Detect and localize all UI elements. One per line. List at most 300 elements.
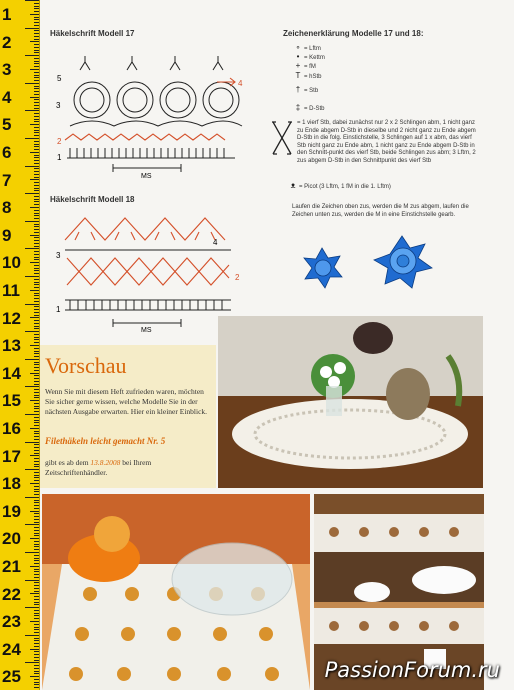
double-crochet-icon: † [295,85,301,94]
ruler-tick [34,80,39,81]
ruler-tick [34,279,39,280]
ruler-tick [34,610,39,611]
ruler-tick [34,61,39,62]
ruler-tick [34,293,39,294]
ruler-tick [34,384,39,385]
ruler-tick [34,91,39,92]
ruler-tick [25,276,39,277]
ruler-tick [34,282,39,283]
ruler-tick [34,665,39,666]
ruler-tick [34,395,39,396]
ruler-tick [34,251,39,252]
diagram-18-repeat-label: MS [141,327,152,334]
ruler-tick [34,298,39,299]
ruler-tick [34,17,39,18]
ruler-tick [34,654,39,655]
ruler-tick [25,414,39,415]
ruler-tick [34,522,39,523]
ruler-tick [30,676,39,677]
ruler-tick [34,77,39,78]
ruler-tick [34,679,39,680]
ruler-tick [34,232,39,233]
ruler-tick [34,353,39,354]
ruler-tick [34,108,39,109]
ruler-tick [34,370,39,371]
ruler-tick [34,571,39,572]
ruler-tick [34,356,39,357]
ruler-number: 7 [2,170,12,190]
ruler-tick [34,246,39,247]
ruler-tick [34,425,39,426]
single-crochet-icon: + [295,61,301,70]
ruler-tick [25,304,39,305]
ruler-tick [34,624,39,625]
ruler-tick [34,687,39,688]
ruler-tick [34,284,39,285]
legend-title: Zeichenerklärung Modelle 17 und 18: [283,29,424,38]
ruler-tick [34,431,39,432]
ruler-tick [34,144,39,145]
ruler-tick [34,210,39,211]
ruler-tick [30,428,39,429]
ruler-tick [30,511,39,512]
crochet-diagram-18 [55,210,245,335]
ruler-number: 21 [2,557,21,576]
ruler-tick [34,555,39,556]
ruler-tick [34,596,39,597]
ruler-tick [34,25,39,26]
ruler-tick [34,546,39,547]
ruler-tick [34,174,39,175]
diagram-18-row-label: 1 [56,305,61,314]
legend-item: • = Kettm [292,52,325,61]
diagram-18-row-label: 3 [56,251,61,260]
ruler-tick [34,362,39,363]
ruler-tick [34,88,39,89]
ruler-tick [34,141,39,142]
ruler-tick [34,569,39,570]
ruler-number: 3 [2,60,12,80]
ruler-tick [34,130,39,131]
ruler-tick [34,287,39,288]
ruler-tick [34,63,39,64]
ruler-tick [34,519,39,520]
ruler-tick [34,168,39,169]
legend-item: ᴥ = Picot (3 Lftm, 1 fM in die 1. Lftm) [287,181,391,190]
ruler-tick [34,22,39,23]
ruler-tick [34,417,39,418]
ruler-tick [34,323,39,324]
ruler-number: 19 [2,501,21,521]
ruler-tick [34,684,39,685]
ruler-tick [34,149,39,150]
photo-table-runner [218,316,483,488]
ruler-tick [34,541,39,542]
ruler-tick [34,599,39,600]
ruler-tick [25,55,39,56]
ruler-tick [34,574,39,575]
ruler-tick [34,226,39,227]
ruler-tick [34,295,39,296]
ruler-tick [25,442,39,443]
ruler-tick [34,39,39,40]
ruler-tick [34,229,39,230]
ruler-tick [34,301,39,302]
ruler-tick [34,436,39,437]
ruler-tick [34,11,39,12]
legend-item: ∘ = Lftm [292,43,321,52]
ruler-tick [34,8,39,9]
ruler-number: 13 [2,336,21,356]
ruler-tick [34,535,39,536]
ruler-tick [25,662,39,663]
ruler-tick [30,400,39,401]
ruler-tick [30,124,39,125]
diagram-17-base-row [67,148,235,172]
diagram-18-title: Häkelschrift Modell 18 [50,195,135,204]
ruler-tick [34,163,39,164]
ruler-tick [25,524,39,525]
ruler-tick [34,577,39,578]
ruler-tick [25,248,39,249]
ruler-tick [34,489,39,490]
ruler-tick [34,337,39,338]
ruler-number: 18 [2,474,21,494]
ruler-number: 6 [2,143,12,162]
ruler-tick [34,563,39,564]
ruler-number: 10 [2,253,21,273]
ruler-tick [34,450,39,451]
ruler-tick [34,660,39,661]
ruler-tick [34,312,39,313]
ruler-tick [34,671,39,672]
ruler-tick [25,552,39,553]
ruler-tick [34,397,39,398]
legend-item: † = Stb [292,85,318,94]
ruler-tick [34,36,39,37]
ruler-tick [34,6,39,7]
ruler-tick [34,66,39,67]
diagram-17-title: Häkelschrift Modell 17 [50,29,135,38]
ruler-tick [34,243,39,244]
ruler-tick [30,290,39,291]
ruler-tick [34,94,39,95]
ruler-tick [34,270,39,271]
ruler-tick [34,411,39,412]
ruler-tick [34,326,39,327]
ruler-tick [34,618,39,619]
ruler-tick [34,408,39,409]
ruler-number: 25 [2,667,21,687]
diagram-17-row-label: 4 [238,79,243,88]
ruler-tick [34,257,39,258]
ruler-tick [34,254,39,255]
ruler-tick [30,483,39,484]
ruler-tick [30,14,39,15]
ruler-tick [34,44,39,45]
ruler-tick [25,607,39,608]
ruler-tick [30,69,39,70]
ruler-tick [34,218,39,219]
ruler-tick [34,682,39,683]
ruler-tick [25,221,39,222]
ruler-tick [34,549,39,550]
ruler-number: 4 [2,87,12,107]
ruler-tick [30,345,39,346]
ruler-tick [25,0,39,1]
ruler-number: 1 [2,5,12,24]
ruler-tick [34,640,39,641]
ruler-tick [34,646,39,647]
ruler-tick [34,99,39,100]
ruler-tick [34,629,39,630]
ruler-tick [25,580,39,581]
ruler-tick [34,615,39,616]
ruler-tick [34,58,39,59]
ruler-tick [34,213,39,214]
ruler-tick [34,444,39,445]
ruler-tick [30,262,39,263]
legend-item: + = fM [292,61,316,70]
ruler-tick [34,389,39,390]
ruler-tick [25,138,39,139]
ruler-tick [34,657,39,658]
ruler-tick [34,240,39,241]
ruler-tick [30,538,39,539]
ruler-tick [25,193,39,194]
ruler-tick [30,593,39,594]
ruler-tick [34,116,39,117]
ruler-tick [34,643,39,644]
ruler-number: 20 [2,529,21,549]
ruler-number: 2 [2,32,12,52]
ruler-tick [30,373,39,374]
ruler-tick [34,406,39,407]
ruler-tick [34,215,39,216]
watermark: PassionForum.ru [324,658,500,682]
ruler-tick [34,188,39,189]
legend-note: Laufen die Zeichen oben zus, werden die M zus abgem, laufen die Zeichen unten zus, werden die M in eine Einstichstelle gearb. [292,204,469,218]
ruler-tick [34,86,39,87]
ruler-tick [25,166,39,167]
ruler-tick [34,47,39,48]
ruler-tick [34,475,39,476]
ruler-tick [34,237,39,238]
slip-stitch-icon: • [296,52,300,61]
ruler-tick [34,33,39,34]
ruler-tick [34,342,39,343]
ruler-tick [25,28,39,29]
ruler-tick [34,339,39,340]
ruler-tick [34,224,39,225]
ruler-tick [34,320,39,321]
ruler-tick [34,466,39,467]
ruler-tick [34,52,39,53]
ruler-tick [34,632,39,633]
ruler-tick [34,491,39,492]
diagram-17-repeat-label: MS [141,173,152,180]
ruler-tick [34,588,39,589]
picot-icon: ᴥ [290,181,296,190]
ruler-tick [34,132,39,133]
legend-item: ‡ = D-Stb [292,103,325,112]
ruler-number: 8 [2,198,12,218]
ruler-tick [30,152,39,153]
ruler-tick [34,334,39,335]
ruler-number: 5 [2,115,12,135]
diagram-18-row-label: 4 [213,238,218,247]
ruler-tick [34,102,39,103]
ruler-tick [25,331,39,332]
ruler-tick [34,627,39,628]
ruler-tick [34,348,39,349]
photo-square-doily [42,494,310,690]
ruler-tick [30,235,39,236]
ruler-tick [34,602,39,603]
ruler-tick [34,364,39,365]
ruler-number: 12 [2,308,21,328]
ruler-tick [30,621,39,622]
ruler-tick [34,273,39,274]
treble-crochet-icon: ‡ [295,103,301,112]
ruler-tick [34,121,39,122]
cross-stitch-description: = 1 vierf Stb, dabei zunächst nur 2 x 2 Schlingen abm, 1 nicht ganz zu Ende abgem D-Stb in dieselbe und 2 nicht ganz zu Ende abgem D-Stb in die folg. Einstichstelle, 3 Schlingen auf 1 x abm, das vierf Stb nicht ganz zu Ende abm, 1 nicht ganz zu Ende abgem D-Stb in den Schnitt-punkt des vierf Stb, beide Schlingen zus abm; 3 Lftm, 2 zus abgem D-Stb in den Schnittpunkt des vierf Stb [297,120,476,164]
legend-item: T = hStb [292,71,322,80]
ruler-number: 15 [2,391,21,411]
ruler-tick [34,119,39,120]
ruler-tick [34,447,39,448]
ruler-tick [34,439,39,440]
ruler-tick [34,182,39,183]
ruler-tick [34,127,39,128]
ruler-tick [34,157,39,158]
ruler-tick [34,461,39,462]
ruler-tick [34,72,39,73]
ruler-tick [34,458,39,459]
ruler-tick [34,505,39,506]
ruler-tick [30,207,39,208]
diagram-17-row-label: 2 [57,137,62,146]
ruler-tick [25,110,39,111]
crochet-diagram-17 [55,48,245,183]
ruler-tick [34,105,39,106]
ruler-tick [34,135,39,136]
ruler-tick [34,309,39,310]
ruler-tick [34,190,39,191]
ruler-tick [34,420,39,421]
ruler-tick [25,83,39,84]
ruler-tick [34,486,39,487]
ruler-tick [34,527,39,528]
ruler-tick [34,381,39,382]
ruler-tick [25,359,39,360]
ruler-tick [34,19,39,20]
ruler-number: 23 [2,612,21,632]
ruler-tick [34,328,39,329]
ruler-number: 16 [2,419,21,438]
ruler-tick [34,513,39,514]
ruler-tick [34,604,39,605]
ruler-tick [30,179,39,180]
ruler-tick [34,560,39,561]
ruler-tick [34,113,39,114]
ruler-tick [34,3,39,4]
ruler-tick [34,196,39,197]
ruler-tick [34,530,39,531]
ruler-tick [25,635,39,636]
diagram-18-red-fans [65,218,229,285]
ruler-tick [34,433,39,434]
diagram-17-fans [70,56,242,126]
ruler-tick [34,75,39,76]
ruler-tick [34,558,39,559]
preview-text: Wenn Sie mit diesem Heft zufrieden waren, möchten Sie sicher gerne wissen, welche Modelle Sie in der nächsten Ausgabe erwarten. Hier ein kleiner Einblick. [45,387,208,416]
chain-icon: ∘ [295,43,301,52]
ruler-tick [34,375,39,376]
ruler-tick [34,201,39,202]
ruler-tick [34,544,39,545]
ruler-number: 9 [2,225,12,245]
ruler-tick [34,477,39,478]
diagram-17-red-row [65,78,235,140]
ruler-tick [34,464,39,465]
ruler-tick [34,516,39,517]
ruler-tick [34,585,39,586]
ruler-number: 14 [2,363,21,383]
diagram-17-row-label: 5 [57,74,62,83]
ruler-tick [30,649,39,650]
blue-flower-illustration [292,230,442,300]
ruler-tick [34,378,39,379]
ruler-tick [25,469,39,470]
ruler-tick [34,392,39,393]
ruler-number: 22 [2,584,21,604]
ruler-tick [30,455,39,456]
ruler-tick [34,651,39,652]
ruler-number: 11 [2,281,20,300]
ruler-tick [34,668,39,669]
ruler-tick [34,480,39,481]
ruler-tick [34,533,39,534]
ruler-tick [30,566,39,567]
ruler-tick [34,500,39,501]
ruler-tick [34,146,39,147]
ruler-tick [34,160,39,161]
ruler-tick [25,497,39,498]
ruler-tick [34,351,39,352]
ruler-tick [34,422,39,423]
ruler-tick [34,403,39,404]
ruler-tick [34,494,39,495]
preview-title: Vorschau [45,353,127,378]
ruler-tick [34,259,39,260]
preview-availability: gibt es ab dem 13.8.2008 bei Ihrem Zeitschriftenhändler. [45,458,152,477]
ruler-tick [34,613,39,614]
ruler-tick [34,638,39,639]
ruler-tick [34,591,39,592]
ruler-tick [34,315,39,316]
ruler-tick [34,199,39,200]
preview-date: 13.8.2008 [90,458,121,467]
ruler-number: 24 [2,639,21,659]
ruler-number: 17 [2,446,21,466]
ruler-tick [34,177,39,178]
ruler-tick [34,673,39,674]
diagram-18-row-label: 2 [235,273,240,282]
ruler-tick [34,582,39,583]
half-double-icon: T [295,71,301,80]
ruler-tick [34,50,39,51]
